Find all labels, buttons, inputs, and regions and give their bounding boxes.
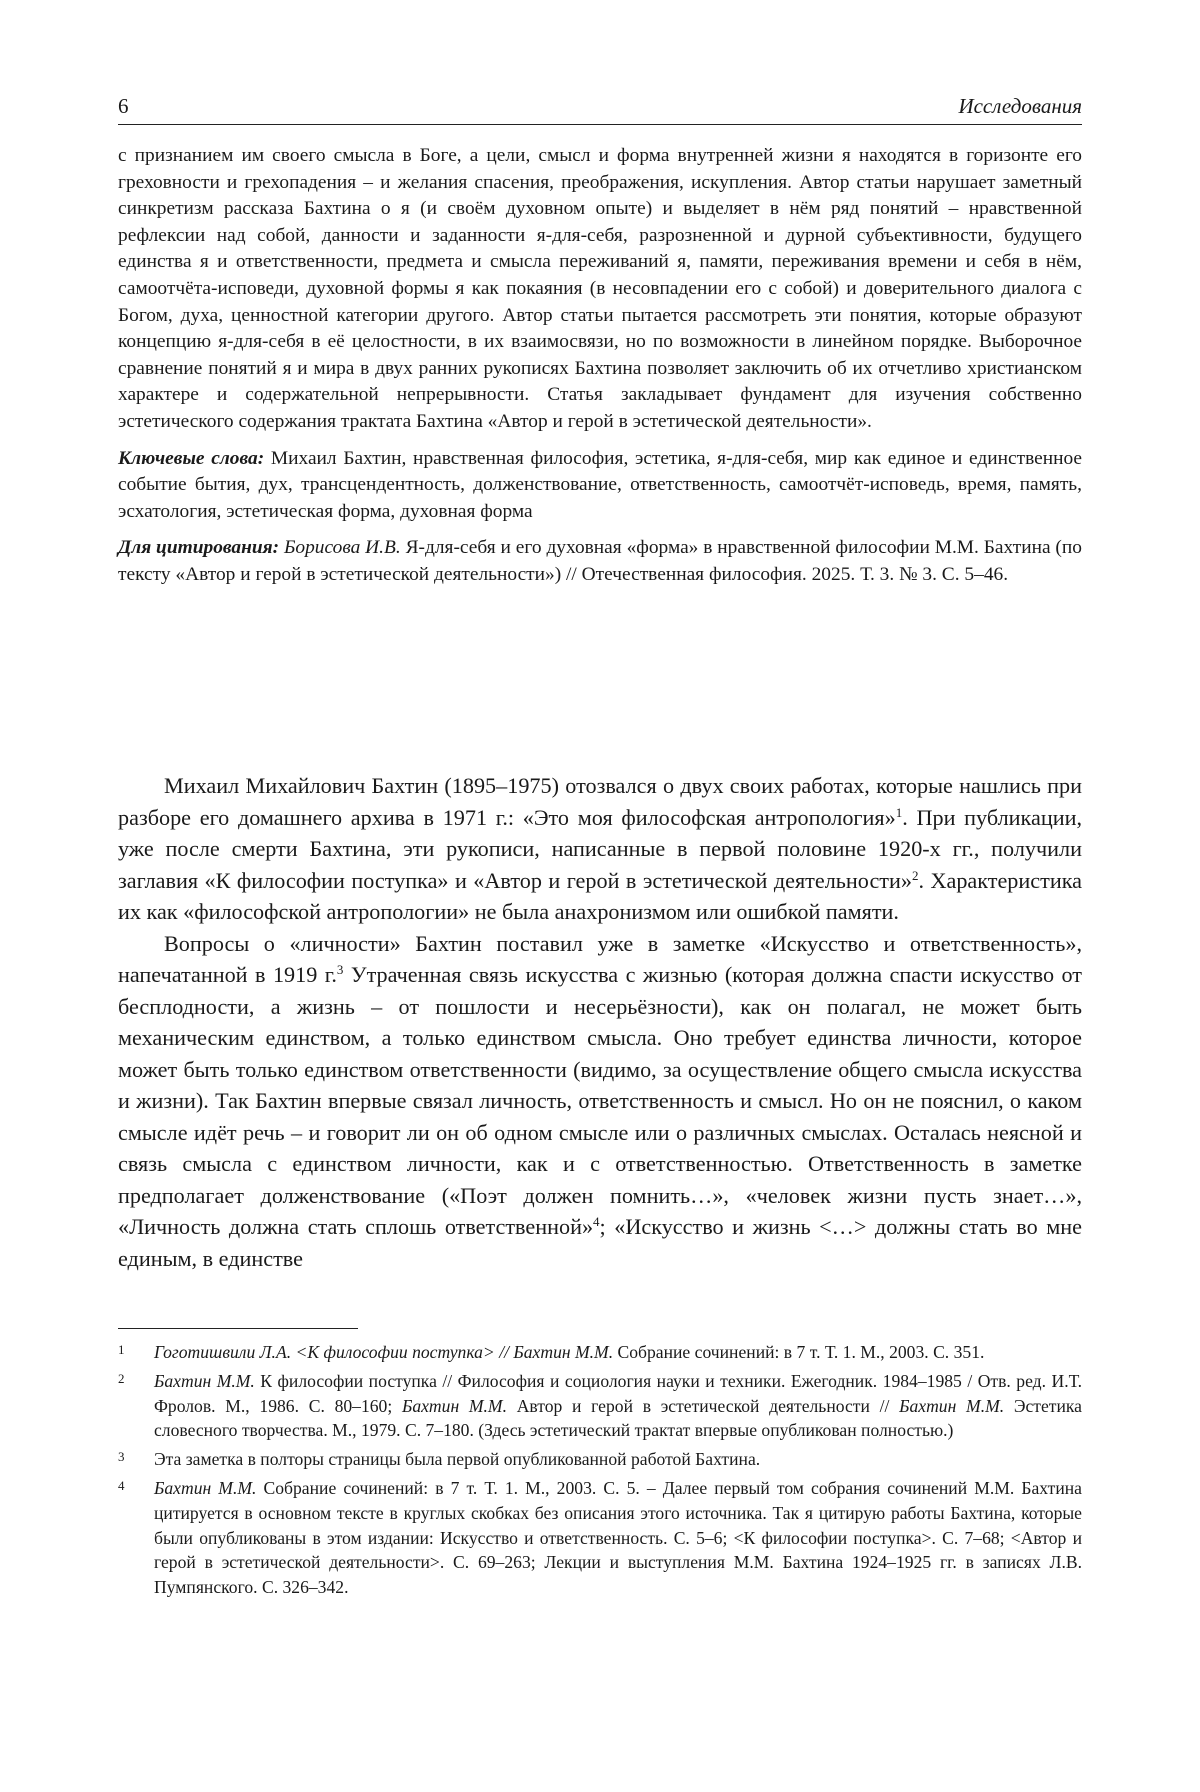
footnote-author: Бахтин М.М. (401, 1395, 507, 1416)
paragraph-1-part-b: . При публикации, уже после смерти Бахтина, эти рукописи, написанные в первой половине 1920-х гг., получили заглавия «К философии поступка» и «Автор и герой в эстетической деятельности» (118, 804, 1082, 893)
footnote-text: Эстетика словесного творчества. М., 1979. С. 7–180. (Здесь эстетический трактат впервые опубликован полностью.) (154, 1395, 1082, 1441)
paragraph-2-part-a: Вопросы о «личности» Бахтин поставил уже в заметке «Искусство и ответственность», напечатанной в 1919 г. (118, 930, 1082, 987)
abstract-text: с признанием им своего смысла в Боге, а цели, смысл и форма внутренней жизни я находятся в горизонте его греховности и грехопадения – и желания спасения, преображения, искупления. Автор статьи нарушает заметный синкретизм рассказа Бахтина о я (и своём духовном опыте) и выделяет в нём ряд понятий – нравственной рефлексии над собой, данности и заданности я-для-себя, разрозненной и дурной субъективности, будущего единства я и ответственности, предмета и смысла переживаний я, памяти, переживания времени и себя в нём, самоотчёта-исповеди, духовной формы я как покаяния (в несовпадении его с собой) и доверительного диалога с Богом, духа, ценностной категории другого. Автор статьи пытается рассмотреть эти понятия, которые образуют концепцию я-для-себя в её целостности, в их взаимосвязи, но по возможности в линейном порядке. Выборочное сравнение понятий я и мира в двух ранних рукописях Бахтина позволяет заключить об их отчетливо христианском характере и содержательной непрерывности. Статья закладывает фундамент для изучения собственно эстетического содержания трактата Бахтина «Автор и герой в эстетической деятельности». (118, 145, 1082, 432)
footnote-text: Эта заметка в полторы страницы была первой опубликованной работой Бахтина. (154, 1449, 761, 1470)
footnote-3 (118, 1447, 1082, 1472)
paragraph-2 (118, 928, 1082, 1275)
citation (118, 535, 1082, 588)
footnote-number: 3 (118, 1449, 125, 1465)
footnote-divider (118, 1328, 358, 1329)
footnote-ref-1[interactable]: 1 (895, 804, 903, 820)
paragraph-2-part-c: ; «Искусство и жизнь <…> должны стать во мне единым, в единстве (118, 1214, 1082, 1271)
citation-label: Для цитирования: (118, 537, 280, 559)
paragraph-1-part-a: Михаил Михайлович Бахтин (1895–1975) отозвался о двух своих работах, которые нашлись при разборе его домашнего архива в 1971 г.: «Это моя философская антропология» (118, 773, 1082, 830)
citation-author: Борисова И.В. (283, 537, 401, 559)
page-number: 6 (118, 94, 129, 118)
footnote-ref-3[interactable]: 3 (336, 962, 344, 977)
footnote-author: Бахтин М.М. (154, 1370, 255, 1391)
footnote-2 (118, 1369, 1082, 1443)
keywords-text: Михаил Бахтин, нравственная философия, эстетика, я-для-себя, мир как единое и единственное событие бытия, дух, трансцендентность, долженствование, ответственность, самоотчёт-исповедь, время, память, эсхатология, эстетическая форма, духовная форма (118, 447, 1083, 522)
footnote-author: Бахтин М.М. (899, 1395, 1005, 1416)
footnote-1 (118, 1340, 1082, 1365)
footnote-text: Собрание сочинений: в 7 т. Т. 1. М., 2003. С. 351. (613, 1342, 985, 1362)
footnote-ref-2[interactable]: 2 (911, 867, 919, 883)
citation-text: Я-для-себя и его духовная «форма» в нравственной философии М.М. Бахтина (по тексту «Автор и герой в эстетической деятельности») // Отечественная философия. 2025. Т. 3. № 3. С. 5–46. (118, 537, 1082, 585)
footnote-text: Собрание сочинений: в 7 т. Т. 1. М., 2003. С. 5. – Далее первый том собрания сочинений М.М. Бахтина цитируется в основном тексте в круглых скобках без описания этого источника. Так я цитирую работы Бахтина, которые были опубликованы в этом издании: Искусство и ответственность. С. 5–6; <К философии поступка>. С. 7–68; <Автор и герой в эстетической деятельности>. С. 69–263; Лекции и выступления М.М. Бахтина 1924–1925 гг. в записях Л.В. Пумпянского. С. 326–342. (154, 1477, 1082, 1598)
abstract-block (118, 143, 1082, 589)
section-title: Исследования (958, 94, 1082, 118)
main-text (118, 770, 1082, 1274)
footnote-4 (118, 1476, 1082, 1600)
footnote-text: Автор и герой в эстетической деятельности // (507, 1395, 900, 1416)
footnote-author: Гоготишвили Л.А. <К философии поступка> // Бахтин М.М. (154, 1342, 614, 1362)
footnote-number: 1 (118, 1342, 125, 1357)
footnote-ref-4[interactable]: 4 (593, 1214, 600, 1229)
paragraph-2-part-b: Утраченная связь искусства с жизнью (которая должна спасти искусство от бесплодности, а жизнь – от пошлости и несерьёзности), как он полагал, не может быть механическим единством, а только единством смысла. Оно требует единства личности, которое может быть только единством ответственности (видимо, за осуществление общего смысла искусства и жизни). Так Бахтин впервые связал личность, ответственность и смысл. Но он не пояснил, о каком смысле идёт речь – и говорит ли он об одном смысле или о различных смыслах. Осталась неясной и связь смысла с единством личности, как и с ответственностью. Ответственность в заметке предполагает долженствование («Поэт должен помнить…», «человек жизни пусть знает…», «Личность должна стать сплошь ответственной» (118, 962, 1082, 1239)
running-header (118, 94, 1082, 125)
footnote-author: Бахтин М.М. (154, 1477, 257, 1498)
footnote-text: К философии поступка // Философия и социология науки и техники. Ежегодник. 1984–1985 / Отв. ред. И.Т. Фролов. М., 1986. С. 80–160; (154, 1370, 1082, 1416)
footnote-number: 4 (118, 1477, 125, 1493)
keywords-label: Ключевые слова: (118, 447, 265, 469)
footnote-number: 2 (118, 1370, 125, 1386)
footnotes (118, 1340, 1082, 1604)
paragraph-1-part-c: . Характеристика их как «философской антропологии» не была анахронизмом или ошибкой памяти. (118, 867, 1082, 924)
keywords (118, 446, 1082, 526)
paragraph-1 (118, 770, 1082, 928)
